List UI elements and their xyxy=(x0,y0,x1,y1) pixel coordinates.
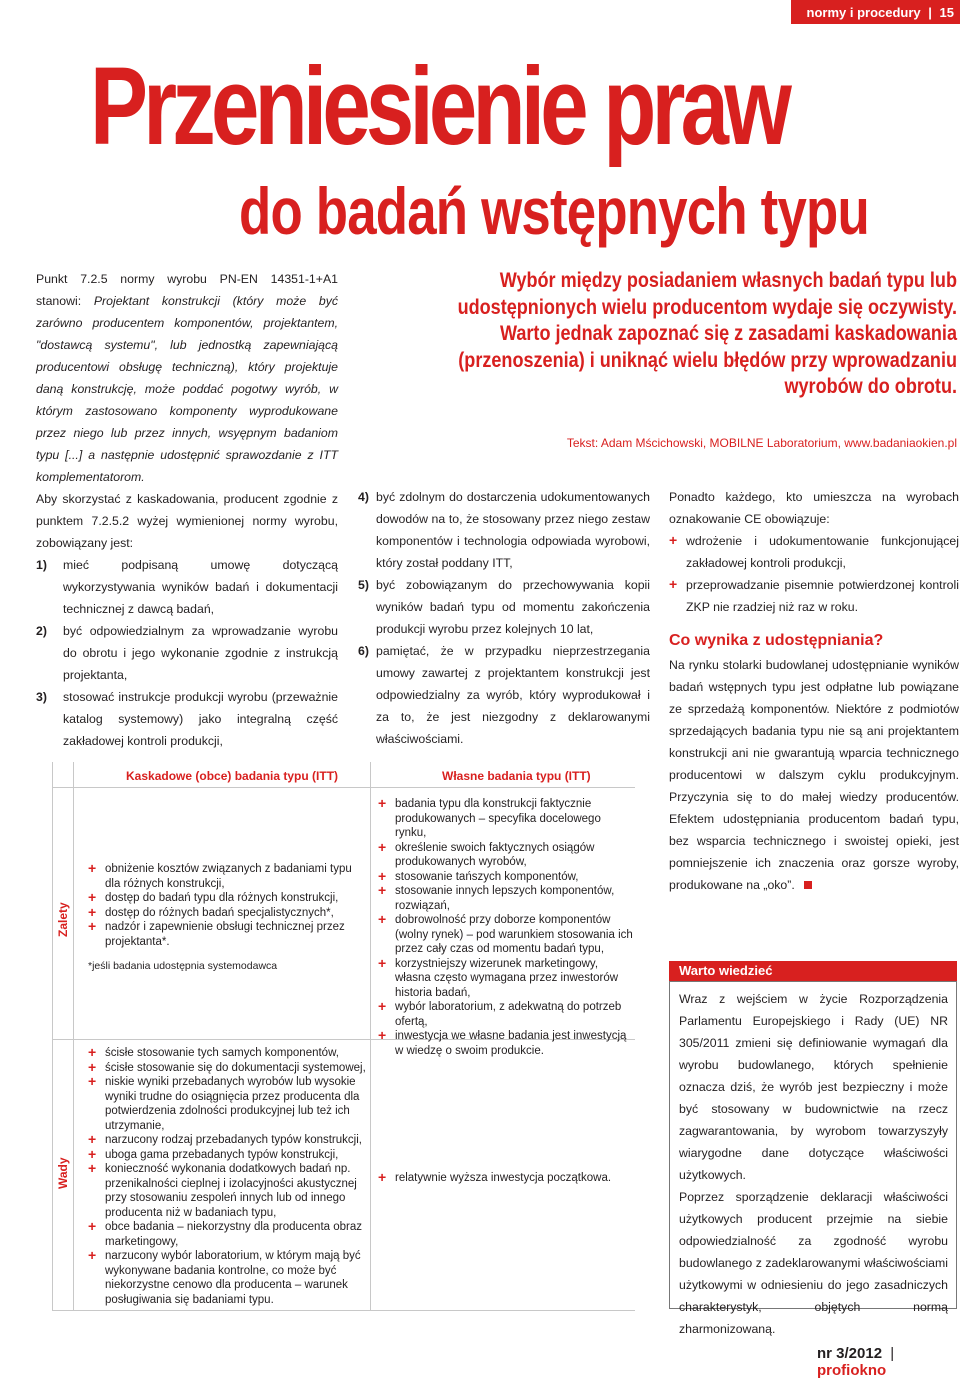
col1-intro: Punkt 7.2.5 normy wyrobu PN-EN 14351-1+A1 stanowi: xyxy=(36,272,338,308)
wady-cascade xyxy=(88,1046,366,1307)
list-item: + obniżenie kosztów związanych z badaniami typu dla różnych konstrukcji, xyxy=(88,860,352,890)
column-1 xyxy=(36,268,338,752)
brand-name: profiokno xyxy=(817,1362,887,1379)
list-item: + obce badania – niekorzystny dla producenta obraz marketingowy, xyxy=(88,1218,363,1248)
col3-para: Na rynku stolarki budowlanej udostępnianie wyników badań wstępnych typu jest odpłatne lub powiązane ze sprzedażą komponentów. Niektóre z podmiotów sprzedających badania typu nie są ani projektantem konstrukcji ani nie gwarantują wparcia technicznego producentowi w dalszym cyklu produkcyjnym. Przyczynia się to do małej wiedzy producentów. Efektem udostępniania producentom badań typu, bez wsparcia technicznego i swoistej opieki, jest pomniejszenie ich znaczenia oraz gorsze wyroby, produkowane na „oko”. xyxy=(669,658,959,892)
row-label-zalety: Zalety xyxy=(56,902,70,937)
obligation-item: + wdrożenie i udokumentowanie funkcjonującej zakładowej kontroli produkcji, xyxy=(669,530,959,574)
requirement-item: 1) mieć podpisaną umowę dotyczącą wykorzystywania wyników badań i dokumentacji technicznej z dawcą badań, xyxy=(36,558,338,616)
info-box-para2: Poprzez sporządzenie deklaracji właściwości użytkowych producent przejmie na siebie odpowiedzialność za zgodność wyrobu budowlanego z zadeklarowanymi właściwościami użytkowymi w odniesieniu do jego zasadniczych charakterystyk, objętych normą zharmonizowaną. xyxy=(679,1190,948,1336)
list-item: + dostęp do różnych badań specjalistycznych*, xyxy=(88,903,334,920)
lead-paragraph: Wybór między posiadaniem własnych badań typu lub udostępnionych wielu producentom wydaje się oczywisty. Warto jednak zapoznać się z zasadami kaskadowania (przenoszenia) i uniknąć wielu błędów przy wprowadzaniu wyrobów do obrotu. xyxy=(457,269,957,398)
col1-para2: Aby skorzystać z kaskadowania, producent zgodnie z punktem 7.2.5.2 wyżej wymienionej normy wyrobu, zobowiązany jest: xyxy=(36,492,338,550)
requirement-item: 3) stosować instrukcje produkcji wyrobu (przeważnie katalog systemowy) jako integralną część zakładowej kontroli produkcji, xyxy=(36,690,338,748)
comparison-table xyxy=(52,762,635,1311)
page-footer: nr 3/2012 | profiokno xyxy=(817,1345,895,1379)
table-header-own: Własne badania typu (ITT) xyxy=(442,769,591,783)
end-mark-icon xyxy=(804,881,812,889)
requirement-item: 5) być zobowiązanym do przechowywania kopii wyników badań typu od momentu zakończenia produkcji wyrobu przez kolejnych 10 lat, xyxy=(358,578,650,636)
requirements-list-a xyxy=(36,554,338,752)
list-item: + niskie wyniki przebadanych wyrobów lub wysokie wyniki trudne do osiągnięcia przez producenta dla potwierdzenia zdolności produkcyjnej lub też ich utrzymanie, xyxy=(88,1073,360,1132)
list-item: + narzucony wybór laboratorium, w którym mają być wykonywane badania kontrolne, co może być niekorzystne cenowo dla producenta – warunek posługiwania się badaniami typu. xyxy=(88,1247,361,1306)
info-box-title: Warto wiedzieć xyxy=(669,961,957,981)
zalety-cascade xyxy=(88,862,366,974)
section-heading: Co wynika z udostępniania? xyxy=(669,632,884,649)
requirements-list-b xyxy=(358,486,650,750)
issue-number: nr 3/2012 xyxy=(817,1345,883,1362)
list-item: + stosowanie tańszych komponentów, xyxy=(378,867,579,884)
footnote: *jeśli badania udostępnia systemodawca xyxy=(88,960,278,972)
list-item: + dostęp do badań typu dla różnych konstrukcji, xyxy=(88,889,339,905)
list-item: + konieczność wykonania dodatkowych badań np. przenikalności cieplnej i izolacyjności akustycznej przy stosowaniu zespoleń innych lub od innego producenta niż w badaniach typu, xyxy=(88,1160,357,1219)
info-box xyxy=(669,981,957,1336)
list-item: + dobrowolność przy doborze komponentów (wolny rynek) – pod warunkiem stosowania ich przez cały czas od momentu badań typu, xyxy=(378,911,633,955)
list-item: + badania typu dla konstrukcji faktycznie produkowanych – specyfika docelowego rynku, xyxy=(378,795,601,839)
plus-icon: + xyxy=(669,532,678,548)
obligation-item: + przeprowadzanie pisemnie potwierdzonej kontroli ZKP nie rzadziej niż raz w roku. xyxy=(669,574,959,618)
zalety-own xyxy=(378,797,634,1058)
requirement-item: 4) być zdolnym do dostarczenia udokumentowanych dowodów na to, że stosowany przez niego zestaw komponentów i technologia odpowiada wyrobowi, który został poddany ITT, xyxy=(358,490,650,570)
col3-intro: Ponadto każdego, kto umieszcza na wyrobach oznakowanie CE obowiązuje: xyxy=(669,490,959,526)
wady-own xyxy=(378,1171,634,1186)
article-title: Przeniesienie praw xyxy=(90,45,788,168)
column-2 xyxy=(358,486,650,750)
col1-quote: Projektant konstrukcji (który może być zarówno producentem komponentów, projektantem, "dostawcą systemu", lub jednostką zapewniającą producentowi obsługę techniczną), który projektuje daną konstrukcję, może poddać pogotwy wyrób, w którym zastosowano komponenty wyprodukowane przez niego lub przez innych, wsyępnym badaniom typu [...] a następnie udostępnić sprawozdanie z ITT komplementatorom. xyxy=(36,294,338,484)
section-name: normy i procedury xyxy=(806,5,921,20)
article-subtitle: do badań wstępnych typu xyxy=(239,174,869,248)
requirement-item: 2) być odpowiedzialnym za wprowadzanie wyrobu do obrotu i jego wykonanie zgodnie z instrukcją projektanta, xyxy=(36,624,338,682)
table-header-cascade: Kaskadowe (obce) badania typu (ITT) xyxy=(126,769,339,783)
requirement-item: 6) pamiętać, że w przypadku nieprzestrzegania umowy zawartej z projektantem konstrukcji jest odpowiedzialny za wyrób, który wyprodukował i za to, że jest niezgodny z deklarowanymi właściwościami. xyxy=(358,644,650,746)
list-item: + określenie swoich faktycznych osiągów produkowanych wyrobów, xyxy=(378,838,595,868)
list-item: + nadzór i zapewnienie obsługi technicznej przez projektanta*. xyxy=(88,918,345,948)
list-item: + ścisłe stosowanie się do dokumentacji systemowej, xyxy=(88,1058,366,1075)
author-credit: Tekst: Adam Mścichowski, MOBILNE Laboratorium, www.badaniaokien.pl xyxy=(566,436,957,450)
section-header: normy i procedury | 15 xyxy=(791,0,960,24)
list-item: + inwestycja we własne badania jest inwestycją w wiedzę o swoim produkcie. xyxy=(378,1027,627,1057)
list-item: + uboga gama przebadanych typów konstrukcji, xyxy=(88,1145,339,1162)
page-number: 15 xyxy=(939,5,954,20)
list-item: + relatywnie wyższa inwestycja początkowa. xyxy=(378,1169,612,1185)
info-box-para1: Wraz z wejściem w życie Rozporządzenia Parlamentu Europejskiego i Rady (UE) NR 305/2011 zmieni się definiowanie wymagań dla wyrobu budowlanego, których spełnienie oznacza dziś, że wyrób jest bezpieczny i może być stosowany w budownictwie na rzecz zagwarantowania, by wyrobom towarzyszyły wiarygodne dane dotyczące właściwości użytkowych. xyxy=(679,992,948,1182)
list-item: + ścisłe stosowanie tych samych komponentów, xyxy=(88,1044,339,1060)
list-item: + stosowanie innych lepszych komponentów, rozwiązań, xyxy=(378,882,615,912)
ce-obligations-list xyxy=(669,530,959,618)
row-label-wady: Wady xyxy=(56,1157,70,1189)
plus-icon: + xyxy=(669,576,678,592)
list-item: + narzucony rodzaj przebadanych typów konstrukcji, xyxy=(88,1131,362,1147)
list-item: + wybór laboratorium, z adekwatną do potrzeb ofertą, xyxy=(378,998,622,1028)
list-item: + korzystniejszy wizerunek marketingowy, własna często wymagana przez inwestorów historia badań, xyxy=(378,954,619,999)
column-3 xyxy=(669,486,959,618)
